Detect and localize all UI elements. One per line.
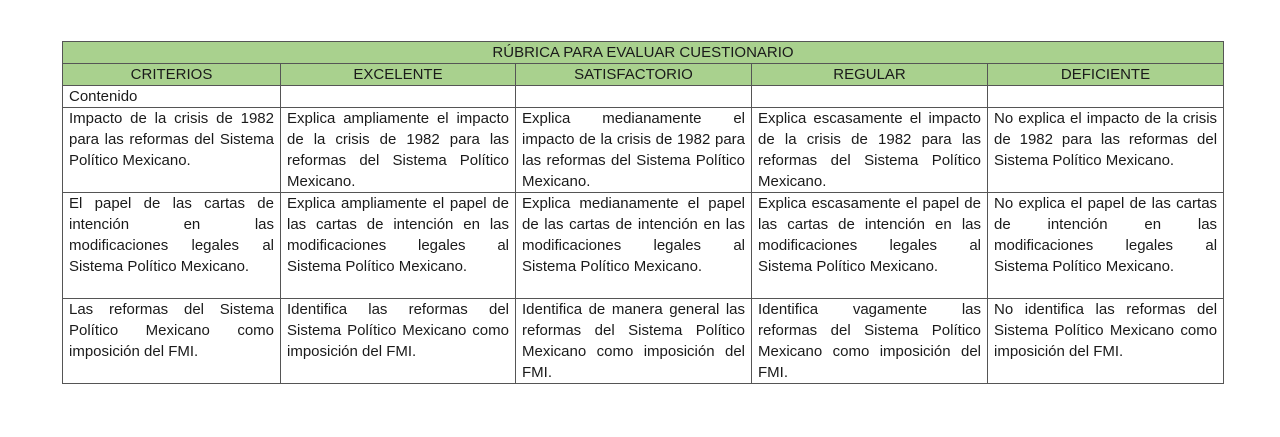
empty-cell (516, 86, 752, 108)
excelente-cell: Identifica las reformas del Sistema Político Mexicano como imposición del FMI. (281, 299, 516, 384)
section-row (63, 86, 1224, 108)
criterio-cell: El papel de las cartas de intención en las modificaciones legales al Sistema Político Mexicano. (63, 193, 281, 299)
criterio-cell: Las reformas del Sistema Político Mexicano como imposición del FMI. (63, 299, 281, 384)
satisfactorio-cell: Explica medianamente el papel de las cartas de intención en las modificaciones legales al Sistema Político Mexicano. (516, 193, 752, 299)
section-label: Contenido (63, 86, 281, 108)
deficiente-cell: No explica el impacto de la crisis de 1982 para las reformas del Sistema Político Mexicano. (988, 108, 1224, 193)
table-row (63, 299, 1224, 384)
header-excelente: EXCELENTE (281, 64, 516, 86)
excelente-cell: Explica ampliamente el papel de las cartas de intención en las modificaciones legales al Sistema Político Mexicano. (281, 193, 516, 299)
empty-cell (281, 86, 516, 108)
header-deficiente: DEFICIENTE (988, 64, 1224, 86)
title-row (63, 42, 1224, 64)
header-satisfactorio: SATISFACTORIO (516, 64, 752, 86)
header-row (63, 64, 1224, 86)
rubric-title: RÚBRICA PARA EVALUAR CUESTIONARIO (63, 42, 1224, 64)
satisfactorio-cell: Identifica de manera general las reformas del Sistema Político Mexicano como imposición del FMI. (516, 299, 752, 384)
satisfactorio-cell: Explica medianamente el impacto de la crisis de 1982 para las reformas del Sistema Político Mexicano. (516, 108, 752, 193)
header-regular: REGULAR (752, 64, 988, 86)
regular-cell: Identifica vagamente las reformas del Sistema Político Mexicano como imposición del FMI. (752, 299, 988, 384)
deficiente-cell: No identifica las reformas del Sistema Político Mexicano como imposición del FMI. (988, 299, 1224, 384)
table-row (63, 108, 1224, 193)
regular-cell: Explica escasamente el impacto de la crisis de 1982 para las reformas del Sistema Político Mexicano. (752, 108, 988, 193)
empty-cell (988, 86, 1224, 108)
empty-cell (752, 86, 988, 108)
header-criterios: CRITERIOS (63, 64, 281, 86)
deficiente-cell: No explica el papel de las cartas de intención en las modificaciones legales al Sistema Político Mexicano. (988, 193, 1224, 299)
excelente-cell: Explica ampliamente el impacto de la crisis de 1982 para las reformas del Sistema Político Mexicano. (281, 108, 516, 193)
criterio-cell: Impacto de la crisis de 1982 para las reformas del Sistema Político Mexicano. (63, 108, 281, 193)
rubric-table (62, 41, 1224, 384)
table-row (63, 193, 1224, 299)
regular-cell: Explica escasamente el papel de las cartas de intención en las modificaciones legales al Sistema Político Mexicano. (752, 193, 988, 299)
